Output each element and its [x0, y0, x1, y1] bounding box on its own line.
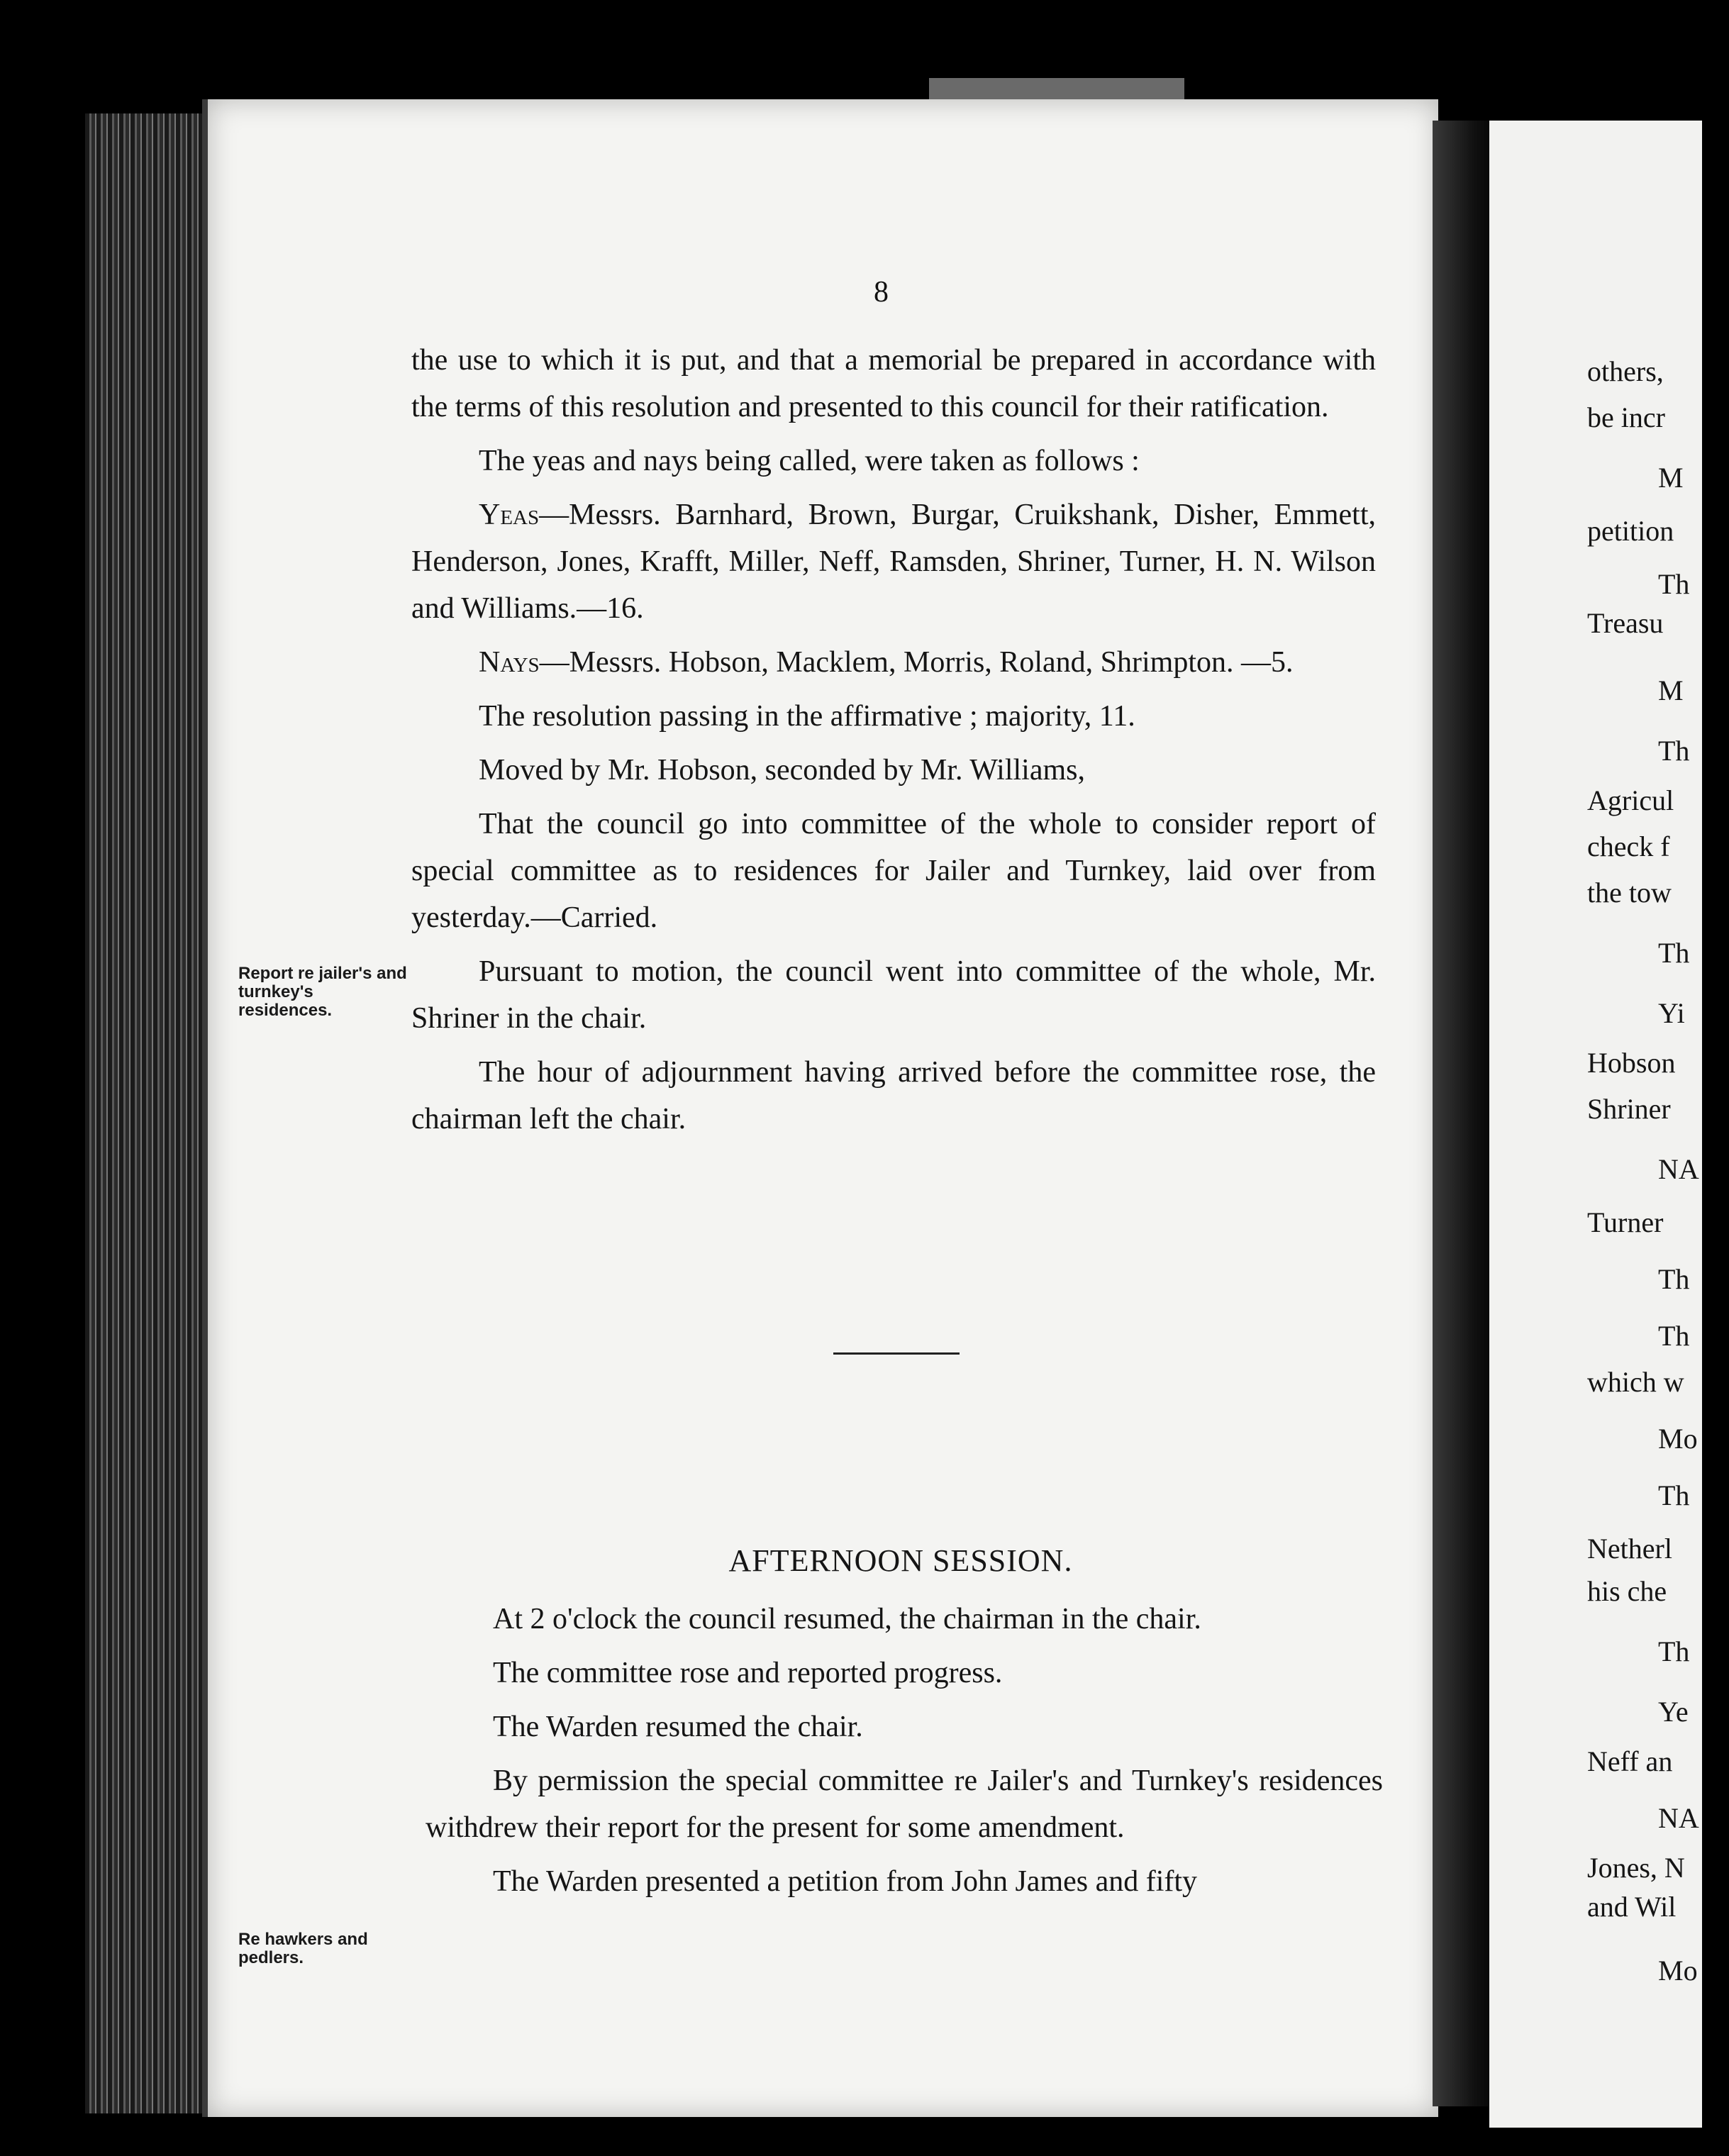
yeas-paragraph	[411, 491, 1376, 632]
right-page-line: NA	[1658, 1802, 1699, 1834]
paragraph: Moved by Mr. Hobson, seconded by Mr. Williams,	[479, 754, 1085, 787]
right-page-line: Th	[1658, 1263, 1690, 1295]
page-stack-edge	[85, 113, 206, 2113]
right-page-line: Neff an	[1587, 1745, 1673, 1777]
paragraph: The resolution passing in the affirmative ; majority, 11.	[479, 700, 1135, 733]
right-page-line: Treasu	[1587, 607, 1664, 639]
page-number: 8	[874, 276, 889, 309]
book-tab	[929, 78, 1184, 102]
right-page-line: Jones, N	[1587, 1852, 1685, 1884]
afternoon-text	[426, 1596, 1383, 1912]
paragraph: The hour of adjournment having arrived before the committee rose, the chairman left the chair.	[411, 1056, 1376, 1135]
nays-label: Nays	[479, 646, 540, 679]
nays-text: —Messrs. Hobson, Macklem, Morris, Roland, Shrimpton. —5.	[539, 646, 1294, 679]
right-page-line: Th	[1658, 1320, 1690, 1352]
right-page-line: Th	[1658, 937, 1690, 969]
paragraph: Pursuant to motion, the council went into committee of the whole, Mr. Shriner in the chair.	[411, 955, 1376, 1035]
right-page-line: Ye	[1658, 1696, 1689, 1728]
margin-note-hawkers: Re hawkers and pedlers.	[238, 1930, 368, 1967]
right-page-line: check f	[1587, 830, 1670, 862]
right-page-line: Th	[1658, 568, 1690, 600]
right-page-line: Turner	[1587, 1206, 1664, 1238]
right-page-line: Shriner	[1587, 1093, 1671, 1125]
main-text	[411, 337, 1376, 1150]
right-page-line: which w	[1587, 1366, 1684, 1398]
paragraph: the use to which it is put, and that a memorial be prepared in accordance with the terms of this resolution and presented to this council for their ratification.	[411, 344, 1376, 423]
paragraph: That the council go into committee of the whole to consider report of special committee as to residences for Jailer and Turnkey, laid over from yesterday.—Carried.	[411, 808, 1376, 934]
right-page-line: Hobson	[1587, 1047, 1676, 1079]
yeas-text: —Messrs. Barnhard, Brown, Burgar, Cruikshank, Disher, Emmett, Henderson, Jones, Krafft, Miller, Neff, Ramsden, Shriner, Turner, H. N. Wilson and Williams.—16.	[411, 499, 1376, 625]
right-page-line: M	[1658, 462, 1684, 494]
paragraph: By permission the special committee re Jailer's and Turnkey's residences withdrew their report for the present for some amendment.	[426, 1765, 1383, 1844]
right-page-line: the tow	[1587, 877, 1672, 908]
right-page-line: Yi	[1658, 997, 1685, 1029]
right-page-line: NA	[1658, 1153, 1699, 1185]
paragraph: At 2 o'clock the council resumed, the chairman in the chair.	[493, 1603, 1201, 1635]
nays-paragraph	[411, 639, 1376, 686]
margin-note-report: Report re jailer's and turnkey's residences.	[238, 964, 407, 1020]
paragraph: The Warden resumed the chair.	[493, 1711, 863, 1743]
paragraph: The yeas and nays being called, were taken as follows :	[479, 445, 1140, 477]
section-heading: AFTERNOON SESSION.	[728, 1543, 1073, 1578]
section-divider	[833, 1352, 960, 1355]
right-page-line: Mo	[1658, 1423, 1698, 1455]
right-page-line: Th	[1658, 1479, 1690, 1511]
right-page-line: others,	[1587, 355, 1664, 387]
right-page-line: Th	[1658, 1635, 1690, 1667]
paragraph: The committee rose and reported progress.	[493, 1657, 1003, 1689]
right-page-line: Mo	[1658, 1955, 1698, 1986]
right-page-line: petition	[1587, 515, 1674, 547]
right-page-line: his che	[1587, 1575, 1667, 1607]
right-page-line: Th	[1658, 735, 1690, 767]
right-page-line: M	[1658, 674, 1684, 706]
yeas-label: Yeas	[479, 499, 540, 531]
right-page-line: Netherl	[1587, 1533, 1672, 1565]
paragraph: The Warden presented a petition from John James and fifty	[493, 1865, 1198, 1898]
right-page-line: Agricul	[1587, 784, 1674, 816]
right-page-line: and Wil	[1587, 1891, 1677, 1923]
right-page-line: be incr	[1587, 401, 1665, 433]
